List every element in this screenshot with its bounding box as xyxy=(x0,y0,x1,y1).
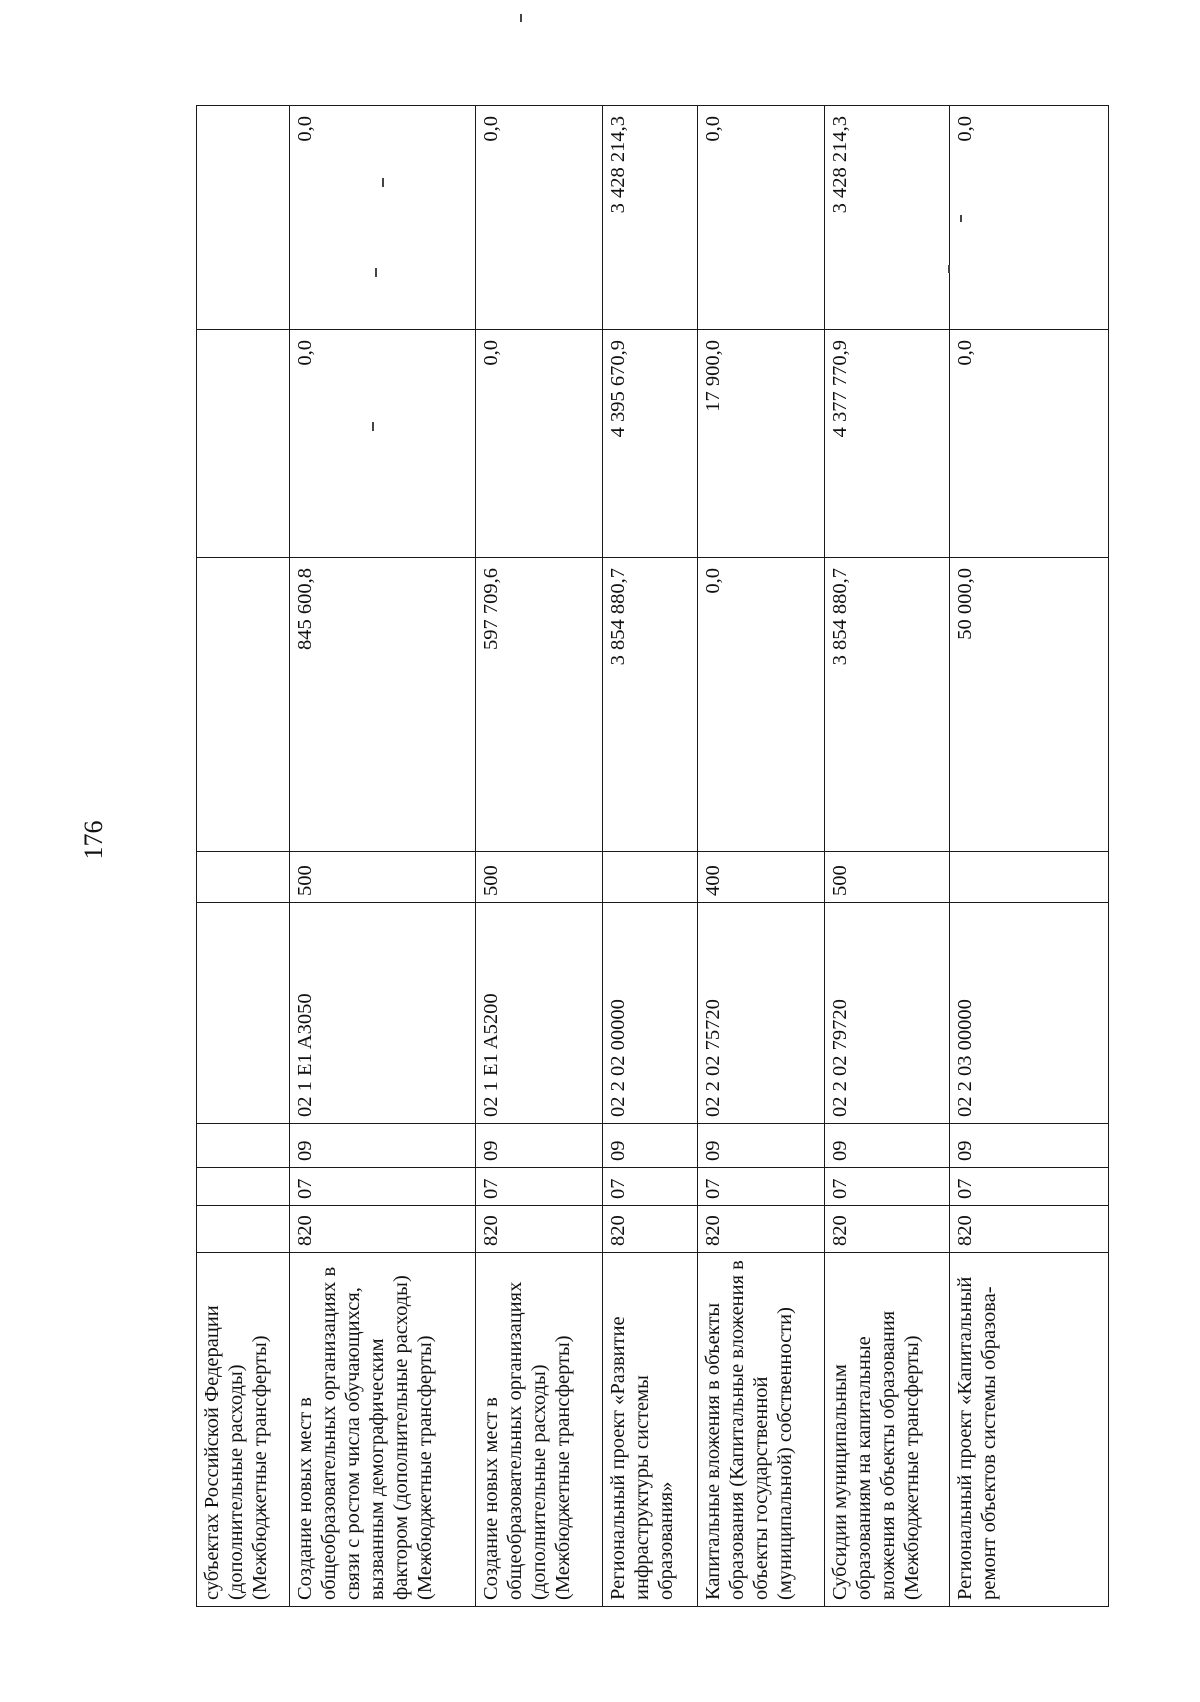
table-row xyxy=(603,106,698,1607)
amount-1-cell: 845 600,8 xyxy=(290,558,476,852)
subsection-cell: 09 xyxy=(950,1124,1109,1168)
grbs-cell: 820 xyxy=(950,1206,1109,1253)
grbs-cell: 820 xyxy=(698,1206,825,1253)
amount-1-cell: 597 709,6 xyxy=(476,558,603,852)
row-description: Субсидии муниципальным образованиям на капитальные вложения в объекты образования (Межбюджетные трансферты) xyxy=(825,1253,950,1607)
target-article-cell: 02 2 02 79720 xyxy=(825,903,950,1124)
amount-2-cell: 17 900,0 xyxy=(698,330,825,558)
table-row xyxy=(950,106,1109,1607)
subsection-cell: 09 xyxy=(603,1124,698,1168)
table-row xyxy=(698,106,825,1607)
page-number: 176 xyxy=(79,820,108,860)
amount-1-cell: 0,0 xyxy=(698,558,825,852)
grbs-cell xyxy=(197,1206,290,1253)
scan-speck xyxy=(960,215,962,222)
grbs-cell: 820 xyxy=(603,1206,698,1253)
grbs-cell: 820 xyxy=(825,1206,950,1253)
section-cell: 07 xyxy=(290,1168,476,1206)
amount-3-cell: 3 428 214,3 xyxy=(825,106,950,330)
grbs-cell: 820 xyxy=(476,1206,603,1253)
section-cell xyxy=(197,1168,290,1206)
subsection-cell: 09 xyxy=(476,1124,603,1168)
section-cell: 07 xyxy=(603,1168,698,1206)
target-article-cell: 02 2 03 00000 xyxy=(950,903,1109,1124)
amount-1-cell: 50 000,0 xyxy=(950,558,1109,852)
scan-speck xyxy=(520,14,522,22)
amount-2-cell: 0,0 xyxy=(950,330,1109,558)
target-article-cell xyxy=(197,903,290,1124)
subsection-cell: 09 xyxy=(825,1124,950,1168)
amount-2-cell: 0,0 xyxy=(476,330,603,558)
expense-type-cell: 500 xyxy=(290,852,476,903)
section-cell: 07 xyxy=(825,1168,950,1206)
target-article-cell: 02 2 02 75720 xyxy=(698,903,825,1124)
row-description: Создание новых мест в общеобразовательных организациях (дополнительные расходы) (Межбюджетные трансферты) xyxy=(476,1253,603,1607)
subsection-cell: 09 xyxy=(290,1124,476,1168)
expense-type-cell: 400 xyxy=(698,852,825,903)
amount-3-cell: 0,0 xyxy=(476,106,603,330)
expense-type-cell xyxy=(950,852,1109,903)
scan-speck xyxy=(382,178,384,187)
grbs-cell: 820 xyxy=(290,1206,476,1253)
table-row xyxy=(290,106,476,1607)
row-description: Капитальные вложения в объекты образования (Капитальные вложения в объекты государственной (муниципальной) собственности) xyxy=(698,1253,825,1607)
row-description: Создание новых мест в общеобразовательных организациях в связи с ростом числа обучающихся, вызванным демографическим фактором (дополнительные расходы) (Межбюджетные трансферты) xyxy=(290,1253,476,1607)
expense-type-cell xyxy=(603,852,698,903)
section-cell: 07 xyxy=(476,1168,603,1206)
rotated-table-container xyxy=(196,106,1108,1607)
table-row xyxy=(476,106,603,1607)
section-cell: 07 xyxy=(950,1168,1109,1206)
amount-1-cell: 3 854 880,7 xyxy=(603,558,698,852)
amount-1-cell: 3 854 880,7 xyxy=(825,558,950,852)
expense-type-cell xyxy=(197,852,290,903)
amount-3-cell: 0,0 xyxy=(290,106,476,330)
target-article-cell: 02 1 E1 A3050 xyxy=(290,903,476,1124)
amount-3-cell: 0,0 xyxy=(950,106,1109,330)
target-article-cell: 02 1 E1 A5200 xyxy=(476,903,603,1124)
amount-2-cell: 4 395 670,9 xyxy=(603,330,698,558)
scan-speck xyxy=(375,268,377,277)
row-description: Региональный проект «Развитие инфраструктуры системы образования» xyxy=(603,1253,698,1607)
amount-3-cell xyxy=(197,106,290,330)
expense-type-cell: 500 xyxy=(825,852,950,903)
table-row xyxy=(825,106,950,1607)
subsection-cell: 09 xyxy=(698,1124,825,1168)
table-row xyxy=(197,106,290,1607)
amount-3-cell: 3 428 214,3 xyxy=(603,106,698,330)
row-description: субъектах Российской Федерации (дополнительные расходы) (Межбюджетные трансферты) xyxy=(197,1253,290,1607)
amount-2-cell xyxy=(197,330,290,558)
scan-speck xyxy=(948,265,950,273)
target-article-cell: 02 2 02 00000 xyxy=(603,903,698,1124)
scan-speck xyxy=(372,422,374,431)
amount-2-cell: 0,0 xyxy=(290,330,476,558)
expense-type-cell: 500 xyxy=(476,852,603,903)
amount-2-cell: 4 377 770,9 xyxy=(825,330,950,558)
amount-3-cell: 0,0 xyxy=(698,106,825,330)
subsection-cell xyxy=(197,1124,290,1168)
amount-1-cell xyxy=(197,558,290,852)
budget-table xyxy=(196,105,1109,1607)
section-cell: 07 xyxy=(698,1168,825,1206)
row-description: Региональный проект «Капитальный ремонт объектов системы образова- xyxy=(950,1253,1109,1607)
